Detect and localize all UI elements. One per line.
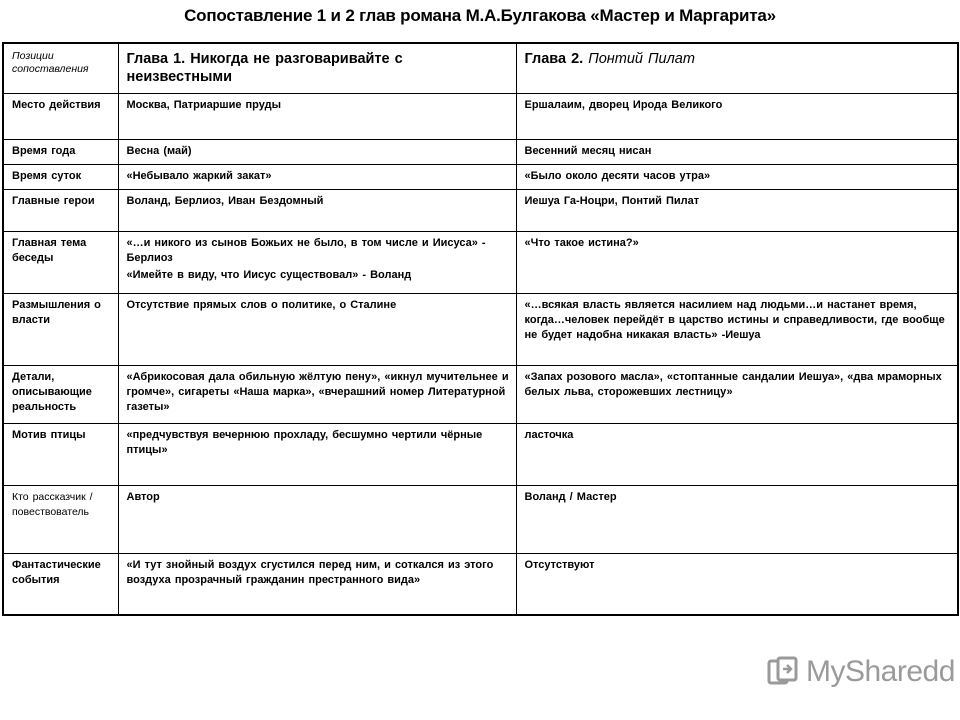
table-row — [3, 423, 958, 485]
cell-text: «Имейте в виду, что Иисус существовал» - Воланд — [126, 268, 412, 281]
row-ch2 — [516, 139, 958, 164]
table-row — [3, 485, 958, 553]
table-row — [3, 293, 958, 365]
table-row — [3, 365, 958, 423]
row-ch2 — [516, 553, 958, 615]
row-ch1 — [118, 231, 516, 293]
cell-text: Весенний месяц нисан — [524, 144, 652, 157]
row-label: Время суток — [3, 164, 118, 189]
row-ch2 — [516, 293, 958, 365]
cell-text: «И тут знойный воздух сгустился перед ним, и соткался из этого воздуха прозрачный гражданин престранного вида» — [126, 558, 494, 586]
table-row — [3, 231, 958, 293]
table-row — [3, 189, 958, 231]
row-label — [3, 485, 118, 553]
row-ch2 — [516, 189, 958, 231]
table-row — [3, 139, 958, 164]
header-chapter-2-title: Понтий Пилат — [588, 51, 695, 67]
header-position: Позиции сопоставления — [3, 43, 118, 93]
row-ch1 — [118, 485, 516, 553]
cell-text: «…всякая власть является насилием над людьми…и настанет время, когда…человек перейдёт в царство истины и справедливости, где вообще не будет надобна никакая власть» -Иешуа — [524, 298, 945, 341]
table-header-row — [3, 43, 958, 93]
cell-text: Отсутствуют — [524, 558, 595, 571]
cell-text: «Абрикосовая дала обильную жёлтую пену», «икнул мучительнее и громче», сигареты «Наша марка», «вчерашний номер Литературной газеты» — [126, 370, 509, 413]
row-label: Время года — [3, 139, 118, 164]
row-label: Фантастические события — [3, 553, 118, 615]
row-ch1 — [118, 139, 516, 164]
row-ch1 — [118, 553, 516, 615]
table-row — [3, 93, 958, 139]
cell-text: Весна (май) — [126, 144, 192, 157]
cell-text: ласточка — [524, 428, 574, 441]
row-label: Детали, описывающие реальность — [3, 365, 118, 423]
cell-text: Автор — [126, 490, 160, 503]
row-label-text: Кто рассказчик / повествователь — [12, 490, 93, 518]
row-label: Место действия — [3, 93, 118, 139]
cell-text: «Что такое истина?» — [524, 236, 639, 249]
cell-text: Отсутствие прямых слов о политике, о Сталине — [126, 298, 397, 311]
row-ch2 — [516, 423, 958, 485]
cell-text: Воланд, Берлиоз, Иван Бездомный — [126, 194, 324, 207]
header-chapter-2 — [516, 43, 958, 93]
page-title: Сопоставление 1 и 2 глав романа М.А.Булгакова «Мастер и Маргарита» — [184, 6, 776, 25]
row-ch1 — [118, 93, 516, 139]
row-ch2 — [516, 164, 958, 189]
header-chapter-2-prefix: Глава 2. — [524, 51, 589, 67]
cell-text: «Было около десяти часов утра» — [524, 169, 711, 182]
cell-text: Воланд / Мастер — [524, 490, 617, 503]
table-row — [3, 553, 958, 615]
watermark-logo — [766, 652, 955, 692]
row-ch2 — [516, 365, 958, 423]
row-ch2 — [516, 231, 958, 293]
row-ch1 — [118, 423, 516, 485]
header-chapter-1: Глава 1. Никогда не разговаривайте с неизвестными — [118, 43, 516, 93]
row-label: Размышления о власти — [3, 293, 118, 365]
row-ch1 — [118, 293, 516, 365]
row-ch1 — [118, 189, 516, 231]
row-ch2 — [516, 485, 958, 553]
watermark-text: MySharedd — [806, 655, 955, 688]
comparison-table — [2, 42, 959, 616]
table-row — [3, 164, 958, 189]
cell-text: Москва, Патриаршие пруды — [126, 98, 281, 111]
row-ch1 — [118, 164, 516, 189]
row-ch2 — [516, 93, 958, 139]
cell-text: «…и никого из сынов Божьих не было, в том числе и Иисуса» - Берлиоз — [126, 236, 486, 264]
cell-text: Ершалаим, дворец Ирода Великого — [524, 98, 723, 111]
cell-text: «предчувствуя вечернюю прохладу, бесшумно чертили чёрные птицы» — [126, 428, 483, 456]
cell-text: «Запах розового масла», «стоптанные сандалии Иешуа», «два мраморных белых льва, сторожевших лестницу» — [524, 370, 942, 398]
cell-text: «Небывало жаркий закат» — [126, 169, 272, 182]
row-label: Мотив птицы — [3, 423, 118, 485]
cell-text: Иешуа Га-Ноцри, Понтий Пилат — [524, 194, 700, 207]
row-label: Главная тема беседы — [3, 231, 118, 293]
row-label: Главные герои — [3, 189, 118, 231]
row-ch1 — [118, 365, 516, 423]
myshared-logo-icon — [766, 655, 800, 689]
